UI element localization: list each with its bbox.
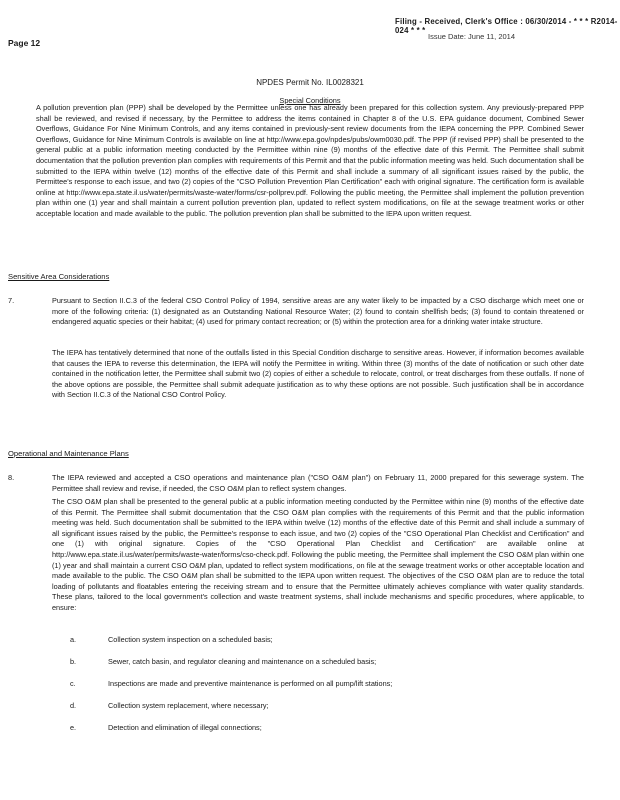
sensitive-determination-paragraph: The IEPA has tentatively determined that none of the outfalls listed in this Special Condition discharge to sensitive areas. However, if information becomes available that causes the IEPA to reverse this determination, the IEPA will notify the Permittee in writing. Within three (3) months of the date of notification or such other date contained in the notification letter, the Permittee shall submit two (2) copies of either a schedule to relocate, control, or treat discharges from these outfalls. If none of the above options are possible, the Permittee shall submit adequate justification as to why these options are not possible. Such justification shall be in accordance with Section II.C.3 of the National CSO Control Policy. [52, 348, 584, 400]
operational-plans-heading: Operational and Maintenance Plans [8, 449, 129, 458]
list-item-letter: e. [70, 723, 77, 732]
sensitive-area-heading: Sensitive Area Considerations [8, 272, 110, 281]
special-conditions-heading: Special Conditions [279, 96, 341, 105]
page-number: Page 12 [8, 38, 41, 48]
issue-date: Issue Date: June 11, 2014 [428, 32, 516, 41]
om-plan-details-paragraph: The CSO O&M plan shall be presented to the general public at a public information meeting conducted by the Permittee within nine (9) months of the effective date of this Permit. The Permittee shall submit documentation that the CSO O&M plan complies with the requirements of this Permit and that the public information meeting was held. Such documentation shall be submitted to the IEPA within twelve (12) months of the effective date of this Permit and shall include a summary of all significant issues raised by the public, the Permittee's response to each issue, and two (2) copies of the "CSO Operational Plan Checklist and Certification" and one (1) with original signature. Copies of the "CSO Operational Plan Checklist and Certification" are available online at http://www.epa.state.il.us/water/permits/waste-water/forms/cso-check.pdf. Following the public meeting, the Permittee shall implement the CSO O&M plan within one (1) year and shall maintain a current CSO O&M plan, updated to reflect system modifications, on file at the sewage treatment works or other acceptable location and made available to the public. The CSO O&M plan shall be submitted to the IEPA upon written request. The objectives of the CSO O&M plan are to reduce the total loading of pollutants and floatables entering the receiving stream and to ensure that the Permittee ultimately achieves compliance with water quality standards. These plans, tailored to the local government's collection and waste treatment systems, shall include mechanisms and specific procedures, where applicable, to ensure: [52, 497, 584, 612]
list-item-text: Detection and elimination of illegal connections; [108, 723, 262, 732]
list-item-letter: c. [70, 679, 76, 688]
list-item-text: Sewer, catch basin, and regulator cleaning and maintenance on a scheduled basis; [108, 657, 377, 666]
list-item-text: Collection system replacement, where necessary; [108, 701, 269, 710]
om-plan-intro-paragraph: The IEPA reviewed and accepted a CSO operations and maintenance plan ("CSO O&M plan") on February 11, 2000 prepared for this sewerage system. The Permittee shall review and revise, if needed, the CSO O&M plan to reflect system changes. [52, 473, 584, 493]
item-number-8: 8. [8, 473, 15, 482]
list-item-text: Inspections are made and preventive maintenance is performed on all pump/lift stations; [108, 679, 393, 688]
pollution-prevention-paragraph: A pollution prevention plan (PPP) shall be developed by the Permittee unless one has already been prepared for this collection system. Any previously-prepared PPP shall be reviewed, and revised if necessary, by the Permittee to address the items contained in Chapter 8 of the U.S. EPA guidance document, Combined Sewer Overflows, Guidance For Nine Minimum Controls, and any items contained in previously-sent review documents from the IEPA concerning the PPP. Combined Sewer Overflows, Guidance for Nine Minimum Controls is available on line at http://www.epa.gov/npdes/pubs/owm0030.pdf. The PPP (if revised PPP) shall be presented to the general public at a public information meeting conducted by the Permittee within nine (9) months of the effective date of this Permit. The Permittee shall submit documentation that the pollution prevention plan complies with requirements of this Permit and that the public information meeting was held. Such documentation shall be submitted to the IEPA within twelve (12) months of the effective date of this Permit and shall include a summary of all significant issues raised by the public, the Permittee's response to each issue, and two (2) copies of the "CSO Pollution Prevention Plan Certification" each with original signature. The certification form is available online at http://www.epa.state.il.us/water/permits/waste-water/forms/csr-pollprev.pdf. Following the public meeting, the Permittee shall implement the pollution prevention plan within one (1) year and shall maintain a current pollution prevention plan, updated to reflect system modifications, on file at the sewage treatment works or other acceptable location and made available to the public. The pollution prevention plan shall be submitted to the IEPA upon written request. [36, 103, 584, 218]
list-item-letter: a. [70, 635, 77, 644]
list-item-letter: b. [70, 657, 77, 666]
list-item-letter: d. [70, 701, 77, 710]
permit-title: NPDES Permit No. IL0028321 [256, 78, 364, 87]
filing-stamp: Filing - Received, Clerk's Office : 06/30/2014 - * * * R2014-024 * * * [395, 17, 618, 35]
sensitive-areas-paragraph: Pursuant to Section II.C.3 of the federal CSO Control Policy of 1994, sensitive areas are any water likely to be impacted by a CSO discharge which meet one or more of the following criteria: (1) designated as an Outstanding National Resource Water; (2) found to contain shellfish beds; (3) found to contain threatened or endangered aquatic species or their habitat; (4) used for primary contact recreation; or (5) within the protection area for a drinking water intake structure. [52, 296, 584, 327]
item-number-7: 7. [8, 296, 15, 305]
list-item-text: Collection system inspection on a scheduled basis; [108, 635, 273, 644]
